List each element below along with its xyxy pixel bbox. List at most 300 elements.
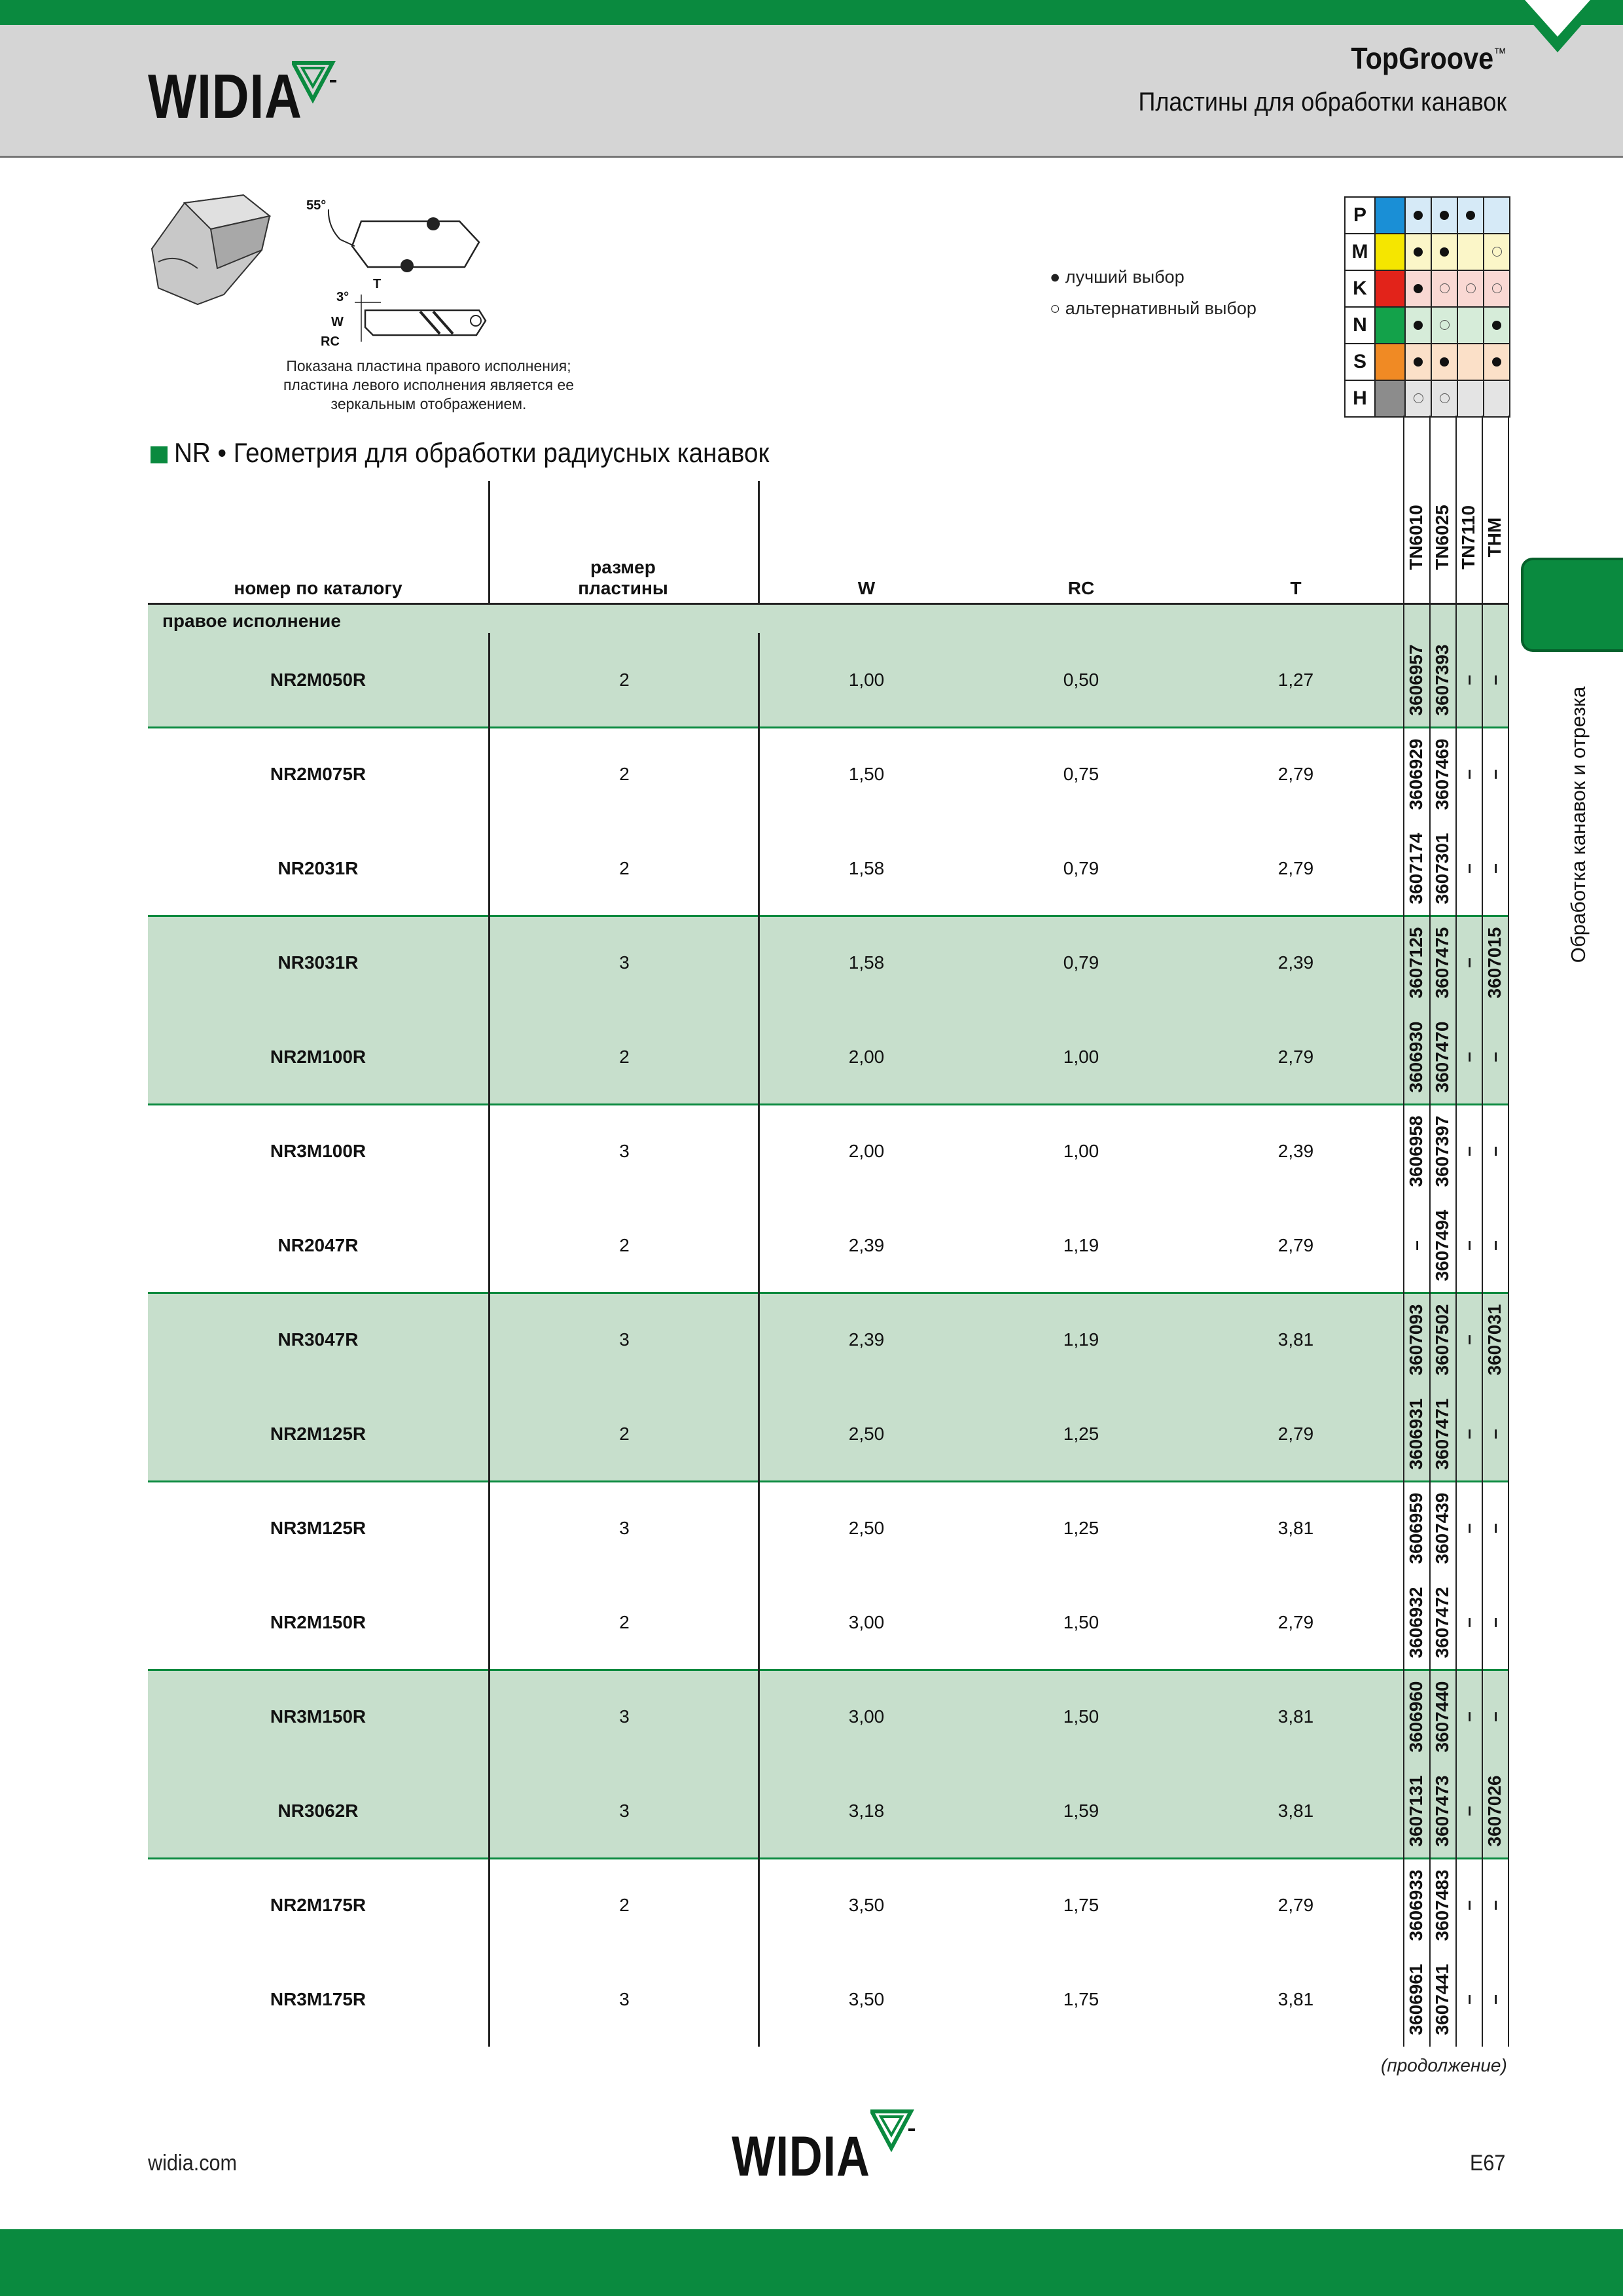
matrix-row bbox=[1345, 344, 1510, 380]
cell-grade-order-number bbox=[1455, 1765, 1482, 1857]
grade-order-number: 3606957 bbox=[1406, 644, 1426, 716]
cell-grade-order-number bbox=[1455, 1482, 1482, 1574]
best-choice-dot-icon bbox=[1414, 247, 1423, 257]
grade-order-number: 3607301 bbox=[1432, 833, 1452, 905]
cell-w: 3,50 bbox=[848, 1989, 885, 2009]
top-stripe bbox=[0, 0, 1623, 25]
cell-insert-size: 3 bbox=[619, 1801, 630, 1821]
cell-grade-order-number bbox=[1429, 1859, 1455, 1951]
grade-order-number: 3607440 bbox=[1432, 1681, 1452, 1753]
material-color-swatch bbox=[1375, 270, 1405, 307]
application-mark bbox=[1457, 197, 1484, 234]
cell-insert-size: 2 bbox=[619, 1424, 630, 1444]
cell-grade-order-number bbox=[1482, 634, 1508, 726]
header-logo-text: WIDIA bbox=[148, 62, 302, 132]
grade-order-number: 3606960 bbox=[1406, 1681, 1426, 1753]
cell-w: 1,58 bbox=[848, 952, 885, 973]
grade-order-number: – bbox=[1406, 1240, 1426, 1251]
alternative-choice-circle-icon bbox=[1492, 283, 1502, 293]
grade-order-number: 3607031 bbox=[1484, 1304, 1505, 1376]
group-divider bbox=[148, 726, 1509, 728]
cell-grade-order-number bbox=[1482, 1482, 1508, 1574]
material-letter: K bbox=[1345, 270, 1375, 307]
best-choice-dot-icon bbox=[1440, 247, 1449, 257]
cell-insert-size: 2 bbox=[619, 764, 630, 784]
group-divider bbox=[148, 1103, 1509, 1105]
cell-t: 3,81 bbox=[1277, 1329, 1314, 1350]
cell-grade-order-number bbox=[1403, 1011, 1429, 1103]
header-rc: RC bbox=[1067, 578, 1095, 598]
grade-order-number: – bbox=[1458, 769, 1478, 780]
grade-order-number: – bbox=[1458, 1523, 1478, 1534]
grade-order-number: 3607475 bbox=[1432, 927, 1452, 999]
cell-grade-order-number bbox=[1429, 1577, 1455, 1668]
application-mark bbox=[1431, 197, 1457, 234]
grade-order-number: – bbox=[1458, 1617, 1478, 1628]
alternative-choice-circle-icon bbox=[1440, 283, 1450, 293]
insert-top-view-icon bbox=[306, 198, 479, 272]
header-divider bbox=[148, 603, 1509, 605]
cell-rc: 0,75 bbox=[1063, 764, 1099, 784]
cell-w: 2,50 bbox=[848, 1518, 885, 1538]
application-mark bbox=[1431, 270, 1457, 307]
application-mark bbox=[1405, 344, 1431, 380]
brand-subtitle: Пластины для обработки канавок bbox=[1138, 88, 1507, 117]
cell-insert-size: 2 bbox=[619, 1047, 630, 1067]
cell-t: 3,81 bbox=[1277, 1518, 1314, 1538]
alternative-choice-circle-icon bbox=[1414, 393, 1423, 403]
grade-order-number: 3607439 bbox=[1432, 1492, 1452, 1564]
cell-t: 3,81 bbox=[1277, 1801, 1314, 1821]
cell-grade-order-number bbox=[1429, 1105, 1455, 1197]
grade-order-number: 3606932 bbox=[1406, 1587, 1426, 1659]
cell-grade-order-number bbox=[1403, 917, 1429, 1009]
cell-grade-order-number bbox=[1429, 823, 1455, 914]
grade-header-label: TN7110 bbox=[1458, 505, 1478, 570]
grade-order-number: 3606931 bbox=[1406, 1398, 1426, 1470]
cell-t: 2,79 bbox=[1277, 858, 1314, 878]
footer-logo-text: WIDIA bbox=[732, 2125, 870, 2188]
group-divider bbox=[148, 1857, 1509, 1859]
application-mark bbox=[1457, 344, 1484, 380]
application-mark bbox=[1405, 234, 1431, 270]
grade-order-number: – bbox=[1458, 863, 1478, 874]
grade-order-number: 3607472 bbox=[1432, 1587, 1452, 1659]
cell-insert-size: 2 bbox=[619, 670, 630, 690]
cell-w: 3,50 bbox=[848, 1895, 885, 1915]
grade-order-number: 3606933 bbox=[1406, 1869, 1426, 1941]
caption-line: Показана пластина правого исполнения; bbox=[286, 357, 571, 374]
cell-grade-order-number bbox=[1482, 728, 1508, 820]
cell-t: 2,79 bbox=[1277, 1424, 1314, 1444]
application-mark bbox=[1431, 344, 1457, 380]
cell-w: 2,39 bbox=[848, 1329, 885, 1350]
application-mark bbox=[1405, 380, 1431, 417]
best-choice-dot-icon bbox=[1414, 321, 1423, 330]
row-band-shaded bbox=[148, 604, 1509, 727]
cell-w: 3,00 bbox=[848, 1612, 885, 1632]
footer-logo-mark-icon bbox=[870, 2109, 916, 2152]
best-choice-dot-icon bbox=[1414, 357, 1423, 367]
cell-grade-order-number bbox=[1403, 1200, 1429, 1291]
best-choice-dot-icon bbox=[1414, 284, 1423, 293]
application-mark bbox=[1457, 270, 1484, 307]
row-band-shaded bbox=[148, 1293, 1509, 1481]
best-choice-dot-icon bbox=[1440, 211, 1449, 220]
cell-grade-order-number bbox=[1482, 1859, 1508, 1951]
insert-3d-icon bbox=[152, 195, 270, 304]
cell-grade-order-number bbox=[1482, 1200, 1508, 1291]
corner-triangle-inner bbox=[1525, 0, 1590, 37]
insert-drawing bbox=[145, 190, 499, 360]
cell-grade-order-number bbox=[1482, 1671, 1508, 1763]
cell-grade-order-number bbox=[1482, 1954, 1508, 2045]
cell-t: 3,81 bbox=[1277, 1989, 1314, 2009]
grade-order-number: – bbox=[1458, 1240, 1478, 1251]
grade-header bbox=[1429, 472, 1455, 603]
grade-header bbox=[1403, 472, 1429, 603]
cell-grade-order-number bbox=[1482, 1765, 1508, 1857]
grade-order-number: – bbox=[1484, 1240, 1505, 1251]
cell-t: 2,79 bbox=[1277, 764, 1314, 784]
grade-order-number: 3607483 bbox=[1432, 1869, 1452, 1941]
brand-title: TopGroove™ bbox=[1351, 41, 1507, 75]
grade-order-number: – bbox=[1458, 1900, 1478, 1910]
angle-label: 55° bbox=[306, 198, 327, 213]
grade-order-number: 3607471 bbox=[1432, 1398, 1452, 1470]
cell-rc: 1,00 bbox=[1063, 1047, 1099, 1067]
cell-insert-size: 2 bbox=[619, 858, 630, 878]
cell-grade-order-number bbox=[1403, 823, 1429, 914]
header-t: T bbox=[1290, 578, 1302, 598]
cell-grade-order-number bbox=[1455, 634, 1482, 726]
matrix-row bbox=[1345, 197, 1510, 234]
cell-w: 3,00 bbox=[848, 1706, 885, 1727]
best-choice-dot-icon bbox=[1492, 321, 1501, 330]
cell-grade-order-number bbox=[1403, 1765, 1429, 1857]
grade-order-number: 3607125 bbox=[1406, 927, 1426, 999]
grade-order-number: 3606929 bbox=[1406, 738, 1426, 810]
cell-insert-size: 3 bbox=[619, 1141, 630, 1161]
grade-order-number: 3607469 bbox=[1432, 738, 1452, 810]
cell-grade-order-number bbox=[1482, 1388, 1508, 1480]
cell-rc: 1,75 bbox=[1063, 1989, 1099, 2009]
cell-grade-order-number bbox=[1403, 728, 1429, 820]
cell-w: 2,50 bbox=[848, 1424, 885, 1444]
cell-grade-order-number bbox=[1403, 1577, 1429, 1668]
group-divider bbox=[148, 915, 1509, 917]
cell-insert-size: 3 bbox=[619, 1706, 630, 1727]
cell-w: 2,39 bbox=[848, 1235, 885, 1255]
application-mark bbox=[1431, 234, 1457, 270]
cell-grade-order-number bbox=[1429, 1011, 1455, 1103]
footer-url: widia.com bbox=[148, 2151, 238, 2176]
cell-catalog-number: NR2047R bbox=[277, 1235, 359, 1255]
application-mark bbox=[1457, 380, 1484, 417]
matrix-row bbox=[1345, 307, 1510, 344]
cell-grade-order-number bbox=[1429, 1482, 1455, 1574]
cell-rc: 1,25 bbox=[1063, 1518, 1099, 1538]
grade-order-number: – bbox=[1484, 1712, 1505, 1722]
cell-catalog-number: NR2M175R bbox=[270, 1895, 366, 1915]
cell-grade-order-number bbox=[1429, 1671, 1455, 1763]
material-color-swatch bbox=[1375, 234, 1405, 270]
cell-catalog-number: NR3M150R bbox=[270, 1706, 366, 1727]
cell-grade-order-number bbox=[1455, 728, 1482, 820]
cell-grade-order-number bbox=[1455, 823, 1482, 914]
caption-line: пластина левого исполнения является ее bbox=[283, 376, 575, 393]
grade-header-label: THM bbox=[1484, 517, 1505, 558]
cell-grade-order-number bbox=[1403, 1388, 1429, 1480]
t-label: T bbox=[373, 277, 382, 291]
section-square-icon bbox=[151, 446, 168, 463]
material-color-swatch bbox=[1375, 307, 1405, 344]
drawing-caption bbox=[262, 357, 596, 414]
cell-grade-order-number bbox=[1403, 1954, 1429, 2045]
grade-order-number: – bbox=[1458, 1712, 1478, 1722]
cell-grade-order-number bbox=[1429, 728, 1455, 820]
grade-order-number: 3607174 bbox=[1406, 833, 1426, 905]
cell-w: 1,00 bbox=[848, 670, 885, 690]
cell-insert-size: 2 bbox=[619, 1612, 630, 1632]
cell-grade-order-number bbox=[1455, 1859, 1482, 1951]
header-insert-size-line: пластины bbox=[578, 578, 668, 598]
grade-order-number: – bbox=[1484, 863, 1505, 874]
cell-grade-order-number bbox=[1455, 1954, 1482, 2045]
grade-order-number: 3607470 bbox=[1432, 1021, 1452, 1093]
cell-grade-order-number bbox=[1455, 1388, 1482, 1480]
grade-order-number: – bbox=[1484, 1052, 1505, 1062]
grade-order-number: – bbox=[1484, 675, 1505, 685]
insert-side-view-icon bbox=[321, 277, 486, 349]
alternative-choice-circle-icon bbox=[1466, 283, 1476, 293]
grade-order-number: – bbox=[1458, 958, 1478, 968]
group-divider bbox=[148, 1292, 1509, 1294]
best-choice-dot-icon bbox=[1440, 357, 1449, 367]
cell-catalog-number: NR3M100R bbox=[270, 1141, 366, 1161]
cell-catalog-number: NR2M100R bbox=[270, 1047, 366, 1067]
grade-order-number: 3607441 bbox=[1432, 1964, 1452, 2036]
grade-order-number: – bbox=[1484, 1994, 1505, 2005]
grade-order-number: – bbox=[1458, 1806, 1478, 1816]
cell-rc: 1,19 bbox=[1063, 1235, 1099, 1255]
cell-rc: 1,59 bbox=[1063, 1801, 1099, 1821]
cell-grade-order-number bbox=[1403, 1671, 1429, 1763]
cell-t: 2,79 bbox=[1277, 1612, 1314, 1632]
material-application-matrix bbox=[1344, 196, 1510, 418]
cell-insert-size: 2 bbox=[619, 1235, 630, 1255]
legend-best-choice: ● лучший выбор bbox=[1050, 267, 1185, 287]
cell-grade-order-number bbox=[1429, 1388, 1455, 1480]
material-letter: M bbox=[1345, 234, 1375, 270]
application-mark bbox=[1484, 234, 1510, 270]
cell-grade-order-number bbox=[1482, 823, 1508, 914]
cell-grade-order-number bbox=[1455, 1671, 1482, 1763]
cell-rc: 1,19 bbox=[1063, 1329, 1099, 1350]
grade-order-number: 3606959 bbox=[1406, 1492, 1426, 1564]
material-color-swatch bbox=[1375, 380, 1405, 417]
grade-order-number: – bbox=[1458, 675, 1478, 685]
cell-rc: 0,79 bbox=[1063, 858, 1099, 878]
matrix-row bbox=[1345, 270, 1510, 307]
cell-grade-order-number bbox=[1482, 1294, 1508, 1386]
insert-table bbox=[148, 481, 1509, 2047]
grade-order-number: 3607015 bbox=[1484, 927, 1505, 999]
cell-grade-order-number bbox=[1429, 917, 1455, 1009]
application-mark bbox=[1405, 307, 1431, 344]
chapter-label: Обработка канавок и отрезка bbox=[1567, 686, 1590, 963]
column-divider bbox=[488, 633, 490, 2047]
header-catalog-number: номер по каталогу bbox=[234, 578, 402, 598]
cell-w: 1,50 bbox=[848, 764, 885, 784]
grade-order-number: – bbox=[1484, 1523, 1505, 1534]
cell-grade-order-number bbox=[1455, 1105, 1482, 1197]
cell-grade-order-number bbox=[1429, 1294, 1455, 1386]
application-mark bbox=[1457, 307, 1484, 344]
material-letter: H bbox=[1345, 380, 1375, 417]
material-letter: N bbox=[1345, 307, 1375, 344]
group-divider bbox=[148, 1669, 1509, 1671]
cell-t: 2,79 bbox=[1277, 1047, 1314, 1067]
cell-w: 3,18 bbox=[848, 1801, 885, 1821]
application-mark bbox=[1431, 307, 1457, 344]
material-letter: S bbox=[1345, 344, 1375, 380]
cell-insert-size: 3 bbox=[619, 1518, 630, 1538]
grade-header-label: TN6010 bbox=[1406, 505, 1426, 570]
matrix-row bbox=[1345, 234, 1510, 270]
application-mark bbox=[1484, 380, 1510, 417]
cell-rc: 1,25 bbox=[1063, 1424, 1099, 1444]
grade-order-number: 3607494 bbox=[1432, 1210, 1452, 1282]
cell-catalog-number: NR2031R bbox=[277, 858, 359, 878]
grade-column-divider bbox=[1508, 416, 1509, 2047]
cell-catalog-number: NR3031R bbox=[277, 952, 359, 973]
grade-order-number: – bbox=[1484, 1429, 1505, 1439]
cell-grade-order-number bbox=[1482, 1011, 1508, 1103]
cell-catalog-number: NR2M050R bbox=[270, 670, 366, 690]
cell-grade-order-number bbox=[1429, 1200, 1455, 1291]
w-label: W bbox=[331, 315, 344, 329]
cell-t: 2,39 bbox=[1277, 952, 1314, 973]
header-w: W bbox=[857, 578, 876, 598]
application-mark bbox=[1484, 197, 1510, 234]
rc-label: RC bbox=[321, 334, 340, 349]
cell-catalog-number: NR3047R bbox=[277, 1329, 359, 1350]
grade-order-number: 3606930 bbox=[1406, 1021, 1426, 1093]
continued-note: (продолжение) bbox=[1381, 2055, 1507, 2075]
application-mark bbox=[1405, 197, 1431, 234]
cell-insert-size: 2 bbox=[619, 1895, 630, 1915]
grade-header-label: TN6025 bbox=[1432, 505, 1452, 570]
relief-label: 3° bbox=[336, 290, 349, 304]
grade-order-number: 3606958 bbox=[1406, 1115, 1426, 1187]
cell-w: 1,58 bbox=[848, 858, 885, 878]
cell-insert-size: 3 bbox=[619, 952, 630, 973]
cell-grade-order-number bbox=[1482, 1105, 1508, 1197]
cell-grade-order-number bbox=[1482, 917, 1508, 1009]
grade-order-number: – bbox=[1484, 1900, 1505, 1910]
section-heading: NR • Геометрия для обработки радиусных канавок bbox=[174, 437, 770, 468]
grade-order-number: 3607093 bbox=[1406, 1304, 1426, 1376]
cell-t: 3,81 bbox=[1277, 1706, 1314, 1727]
material-color-swatch bbox=[1375, 197, 1405, 234]
grade-order-number: – bbox=[1484, 1617, 1505, 1628]
cell-grade-order-number bbox=[1403, 1294, 1429, 1386]
cell-rc: 1,00 bbox=[1063, 1141, 1099, 1161]
subgroup-label: правое исполнение bbox=[162, 611, 341, 631]
application-mark bbox=[1484, 344, 1510, 380]
row-band-shaded bbox=[148, 916, 1509, 1104]
bottom-band bbox=[0, 2229, 1623, 2296]
chapter-tab bbox=[1521, 558, 1623, 652]
alternative-choice-circle-icon bbox=[1492, 247, 1502, 257]
cell-grade-order-number bbox=[1455, 1011, 1482, 1103]
cell-grade-order-number bbox=[1455, 1577, 1482, 1668]
group-divider bbox=[148, 1480, 1509, 1482]
grade-order-number: – bbox=[1458, 1429, 1478, 1439]
grade-order-number: – bbox=[1484, 769, 1505, 780]
grade-order-number: 3607026 bbox=[1484, 1775, 1505, 1847]
cell-grade-order-number bbox=[1403, 1105, 1429, 1197]
cell-rc: 0,50 bbox=[1063, 670, 1099, 690]
cell-grade-order-number bbox=[1429, 1765, 1455, 1857]
grade-order-number: – bbox=[1458, 1335, 1478, 1345]
grade-order-number: 3607397 bbox=[1432, 1115, 1452, 1187]
cell-grade-order-number bbox=[1429, 634, 1455, 726]
grade-order-number: 3607502 bbox=[1432, 1304, 1452, 1376]
material-color-swatch bbox=[1375, 344, 1405, 380]
best-choice-dot-icon bbox=[1492, 357, 1501, 367]
cell-catalog-number: NR2M150R bbox=[270, 1612, 366, 1632]
cell-rc: 1,75 bbox=[1063, 1895, 1099, 1915]
alternative-choice-circle-icon bbox=[1440, 320, 1450, 330]
row-band-shaded bbox=[148, 1670, 1509, 1858]
cell-catalog-number: NR2M125R bbox=[270, 1424, 366, 1444]
best-choice-dot-icon bbox=[1466, 211, 1475, 220]
cell-t: 2,79 bbox=[1277, 1895, 1314, 1915]
grade-order-number: – bbox=[1458, 1146, 1478, 1157]
material-letter: P bbox=[1345, 197, 1375, 234]
cell-grade-order-number bbox=[1403, 1859, 1429, 1951]
application-mark bbox=[1484, 307, 1510, 344]
cell-grade-order-number bbox=[1403, 1482, 1429, 1574]
cell-rc: 1,50 bbox=[1063, 1612, 1099, 1632]
cell-grade-order-number bbox=[1455, 917, 1482, 1009]
cell-rc: 1,50 bbox=[1063, 1706, 1099, 1727]
page-number: E67 bbox=[1470, 2151, 1506, 2176]
grade-order-number: – bbox=[1458, 1994, 1478, 2005]
grade-order-number: 3606961 bbox=[1406, 1964, 1426, 2036]
cell-grade-order-number bbox=[1455, 1200, 1482, 1291]
grade-order-number: 3607393 bbox=[1432, 644, 1452, 716]
grade-header bbox=[1482, 472, 1508, 603]
grade-order-number: 3607473 bbox=[1432, 1775, 1452, 1847]
cell-w: 2,00 bbox=[848, 1047, 885, 1067]
grade-header bbox=[1455, 472, 1482, 603]
caption-line: зеркальным отображением. bbox=[330, 395, 527, 412]
alternative-choice-circle-icon bbox=[1440, 393, 1450, 403]
best-choice-dot-icon bbox=[1414, 211, 1423, 220]
cell-grade-order-number bbox=[1403, 634, 1429, 726]
grade-order-number: – bbox=[1458, 1052, 1478, 1062]
column-divider bbox=[758, 633, 760, 2047]
cell-grade-order-number bbox=[1455, 1294, 1482, 1386]
grade-order-number: 3607131 bbox=[1406, 1775, 1426, 1847]
cell-w: 2,00 bbox=[848, 1141, 885, 1161]
cell-rc: 0,79 bbox=[1063, 952, 1099, 973]
cell-catalog-number: NR3062R bbox=[277, 1801, 359, 1821]
application-mark bbox=[1405, 270, 1431, 307]
